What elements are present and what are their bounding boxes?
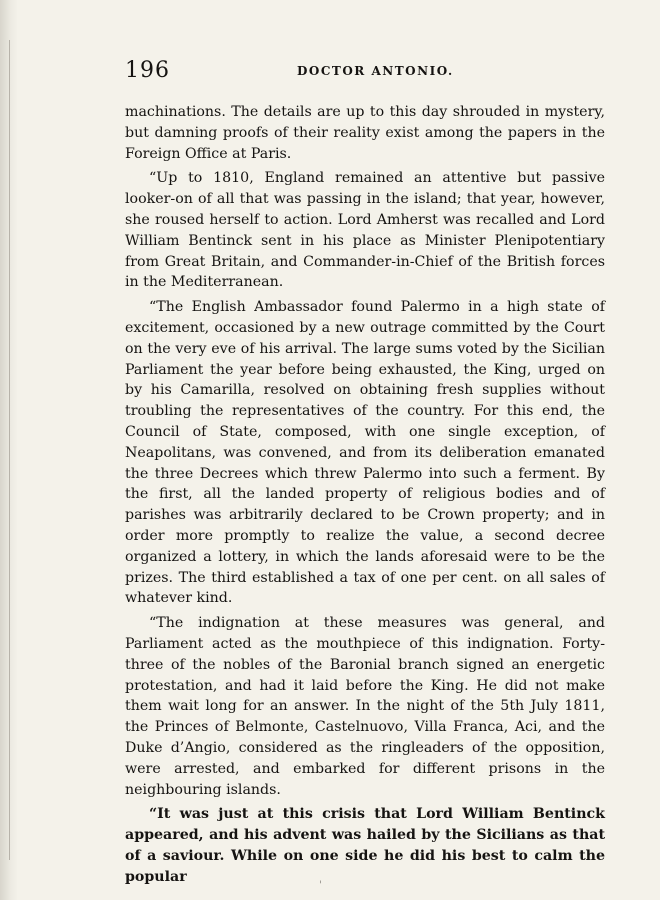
book-page [125,58,605,891]
running-title: DOCTOR ANTONIO. [297,64,454,78]
page-header [125,58,605,88]
paragraph: machinations. The details are up to this day shrouded in mystery, but damning proofs of their reality exist among the papers in the Foreign Office at Paris. [125,104,605,162]
binding-line [9,40,10,860]
body-text [125,102,605,887]
page-number: 196 [125,58,170,83]
page-scan-edge [0,0,18,900]
stray-mark: ' [319,880,322,891]
paragraph: “Up to 1810, England remained an attentive but passive looker-on of all that was passing in the island; that year, however, she roused herself to action. Lord Amherst was recalled and Lord William Bentinck sent in his place as Minister Plenipotentiary from Great Britain, and Commander-in-Chief of the British forces in the Mediterranean. [125,170,605,291]
paragraph: “The English Ambassador found Palermo in a high state of excitement, occasioned by a new outrage committed by the Court on the very eve of his arrival. The large sums voted by the Sicilian Parliament the year before being exhausted, the King, urged on by his Camarilla, resolved on obtaining fresh supplies without troubling the representatives of the country. For this end, the Council of State, composed, with one single exception, of Neapolitans, was convened, and from its deliberation emanated the three Decrees which threw Palermo into such a ferment. By the first, all the landed property of religious bodies and of parishes was arbitrarily declared to be Crown property; and in order more promptly to realize the value, a second decree organized a lottery, in which the lands aforesaid were to be the prizes. The third established a tax of one per cent. on all sales of whatever kind. [125,299,605,607]
paragraph: “It was just at this crisis that Lord William Bentinck appeared, and his advent was hailed by the Sicilians as that of a saviour. While on one side he did his best to calm the popular [125,806,605,885]
paragraph: “The indignation at these measures was general, and Parliament acted as the mouthpiece of this indignation. Forty-three of the nobles of the Baronial branch signed an energetic protestation, and had it laid before the King. He did not make them wait long for an answer. In the night of the 5th July 1811, the Princes of Belmonte, Castelnuovo, Villa Franca, Aci, and the Duke d’Angio, considered as the ringleaders of the opposition, were arrested, and embarked for different prisons in the neighbouring islands. [125,615,605,798]
